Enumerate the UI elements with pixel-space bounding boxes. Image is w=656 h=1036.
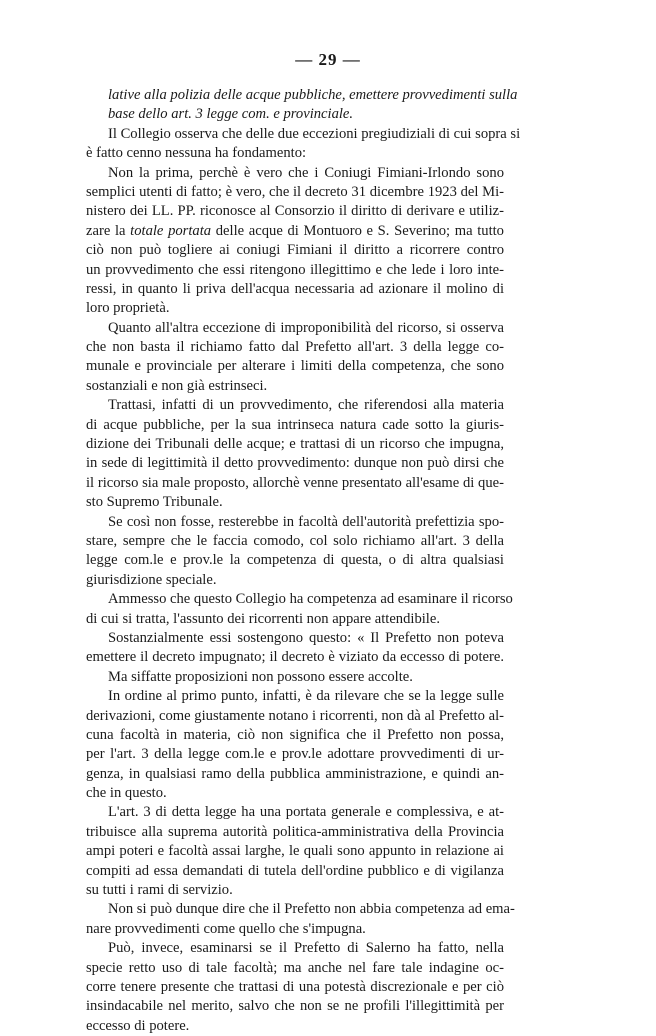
text-line: di cui si tratta, l'assunto dei ricorrenti non appare attendibile. bbox=[86, 610, 440, 627]
text-line: in sede di legittimità il detto provvedimento: dunque non può dirsi che bbox=[86, 455, 504, 472]
text-line: insindacabile nel merito, salvo che non se ne profili l'illegittimità per bbox=[86, 998, 504, 1015]
text-line: su tutti i rami di servizio. bbox=[86, 882, 233, 899]
text-line: Può, invece, esaminarsi se il Prefetto di Salerno ha fatto, nella bbox=[108, 940, 504, 957]
text-line: giurisdizione speciale. bbox=[86, 571, 217, 588]
text-line: il ricorso sia male proposto, allorchè venne presentato all'esame di que- bbox=[86, 474, 504, 491]
text-line: ciò non può togliere ai coniugi Fimiani il diritto a ricorrere contro bbox=[86, 242, 504, 259]
text-line: compiti ad essa demandati di tutela dell'ordine pubblico e di vigilanza bbox=[86, 862, 504, 879]
text-line: un provvedimento che essi ritengono illegittimo e che lede i loro inte- bbox=[86, 261, 504, 278]
text-line: ampi poteri e facoltà assai larghe, le quali sono appunto in relazione ai bbox=[86, 843, 504, 860]
text-line: Ammesso che questo Collegio ha competenza ad esaminare il ricorso bbox=[108, 591, 513, 608]
text-line: che non basta il richiamo fatto dal Prefetto all'art. 3 della legge co- bbox=[86, 339, 504, 356]
text-line: loro proprietà. bbox=[86, 300, 170, 317]
text-line: specie retto uso di tale facoltà; ma anche nel fare tale indagine oc- bbox=[86, 959, 504, 976]
text-line: stare, sempre che le faccia comodo, col solo richiamo all'art. 3 della bbox=[86, 532, 504, 549]
text-line: di acque pubbliche, per la sua intrinseca natura cade sotto la giuris- bbox=[86, 416, 504, 433]
text-line: corre tenere presente che trattasi di una potestà discrezionale e per ciò bbox=[86, 978, 504, 995]
text-line: Se così non fosse, resterebbe in facoltà dell'autorità prefettizia spo- bbox=[108, 513, 504, 530]
text-line: nistero dei LL. PP. riconosce al Consorzio il diritto di derivare e utiliz- bbox=[86, 203, 504, 220]
text-line: ressi, in quanto li priva dell'acqua necessaria ad azionare il molino di bbox=[86, 280, 504, 297]
text-line: Trattasi, infatti di un provvedimento, che riferendosi alla materia bbox=[108, 397, 504, 414]
text-line: In ordine al primo punto, infatti, è da rilevare che se la legge sulle bbox=[108, 688, 504, 705]
text-line: nare provvedimenti come quello che s'impugna. bbox=[86, 920, 366, 937]
text-line: lative alla polizia delle acque pubbliche, emettere provvedimenti sulla bbox=[108, 87, 518, 103]
text-line: Quanto all'altra eccezione di improponibilità del ricorso, si osserva bbox=[108, 319, 504, 336]
text-line: eccesso di potere. bbox=[86, 1017, 190, 1034]
text-line: che in questo. bbox=[86, 785, 167, 802]
text-line: base dello art. 3 legge com. e provinciale. bbox=[108, 106, 354, 123]
text-line: semplici utenti di fatto; è vero, che il decreto 31 dicembre 1923 del Mi- bbox=[86, 183, 504, 200]
page-number: — 29 — bbox=[295, 50, 361, 69]
text-line: derivazioni, come giustamente notano i ricorrenti, non dà al Prefetto al- bbox=[86, 707, 504, 724]
text-line: Ma siffatte proposizioni non possono essere accolte. bbox=[108, 668, 413, 685]
text-line: è fatto cenno nessuna ha fondamento: bbox=[86, 145, 307, 162]
text-line: L'art. 3 di detta legge ha una portata generale e complessiva, e at- bbox=[108, 804, 504, 821]
document-body bbox=[86, 86, 521, 1036]
text-line: dizione dei Tribunali delle acque; e trattasi di un ricorso che impugna, bbox=[86, 436, 504, 453]
text-line: emettere il decreto impugnato; il decreto è viziato da eccesso di potere. bbox=[86, 649, 504, 666]
text-line: sto Supremo Tribunale. bbox=[86, 494, 223, 511]
text-line: legge com.le e prov.le la competenza di questa, o di altra qualsiasi bbox=[86, 552, 504, 569]
text-line: genza, in qualsiasi ramo della pubblica amministrazione, e quindi an- bbox=[86, 765, 504, 782]
text-line: tribuisce alla suprema autorità politica-amministrativa della Provincia bbox=[86, 823, 504, 840]
text-line: zare la totale portata delle acque di Montuoro e S. Severino; ma tutto bbox=[86, 222, 504, 239]
text-line: Non si può dunque dire che il Prefetto non abbia competenza ad ema- bbox=[108, 901, 515, 918]
text-line: sostanziali e non già estrinseci. bbox=[86, 377, 268, 394]
text-line: Il Collegio osserva che delle due eccezioni pregiudiziali di cui sopra si bbox=[108, 125, 521, 142]
text-line: Non la prima, perchè è vero che i Coniugi Fimiani-Irlondo sono bbox=[108, 164, 504, 181]
text-line: per l'art. 3 della legge com.le e prov.le adottare provvedimenti di ur- bbox=[86, 746, 504, 763]
text-line: Sostanzialmente essi sostengono questo: « Il Prefetto non poteva bbox=[108, 629, 504, 646]
text-line: cuna facoltà in materia, ciò non significa che il Prefetto non possa, bbox=[86, 726, 504, 743]
text-line: munale e provinciale per alterare i limiti della competenza, che sono bbox=[86, 358, 504, 375]
